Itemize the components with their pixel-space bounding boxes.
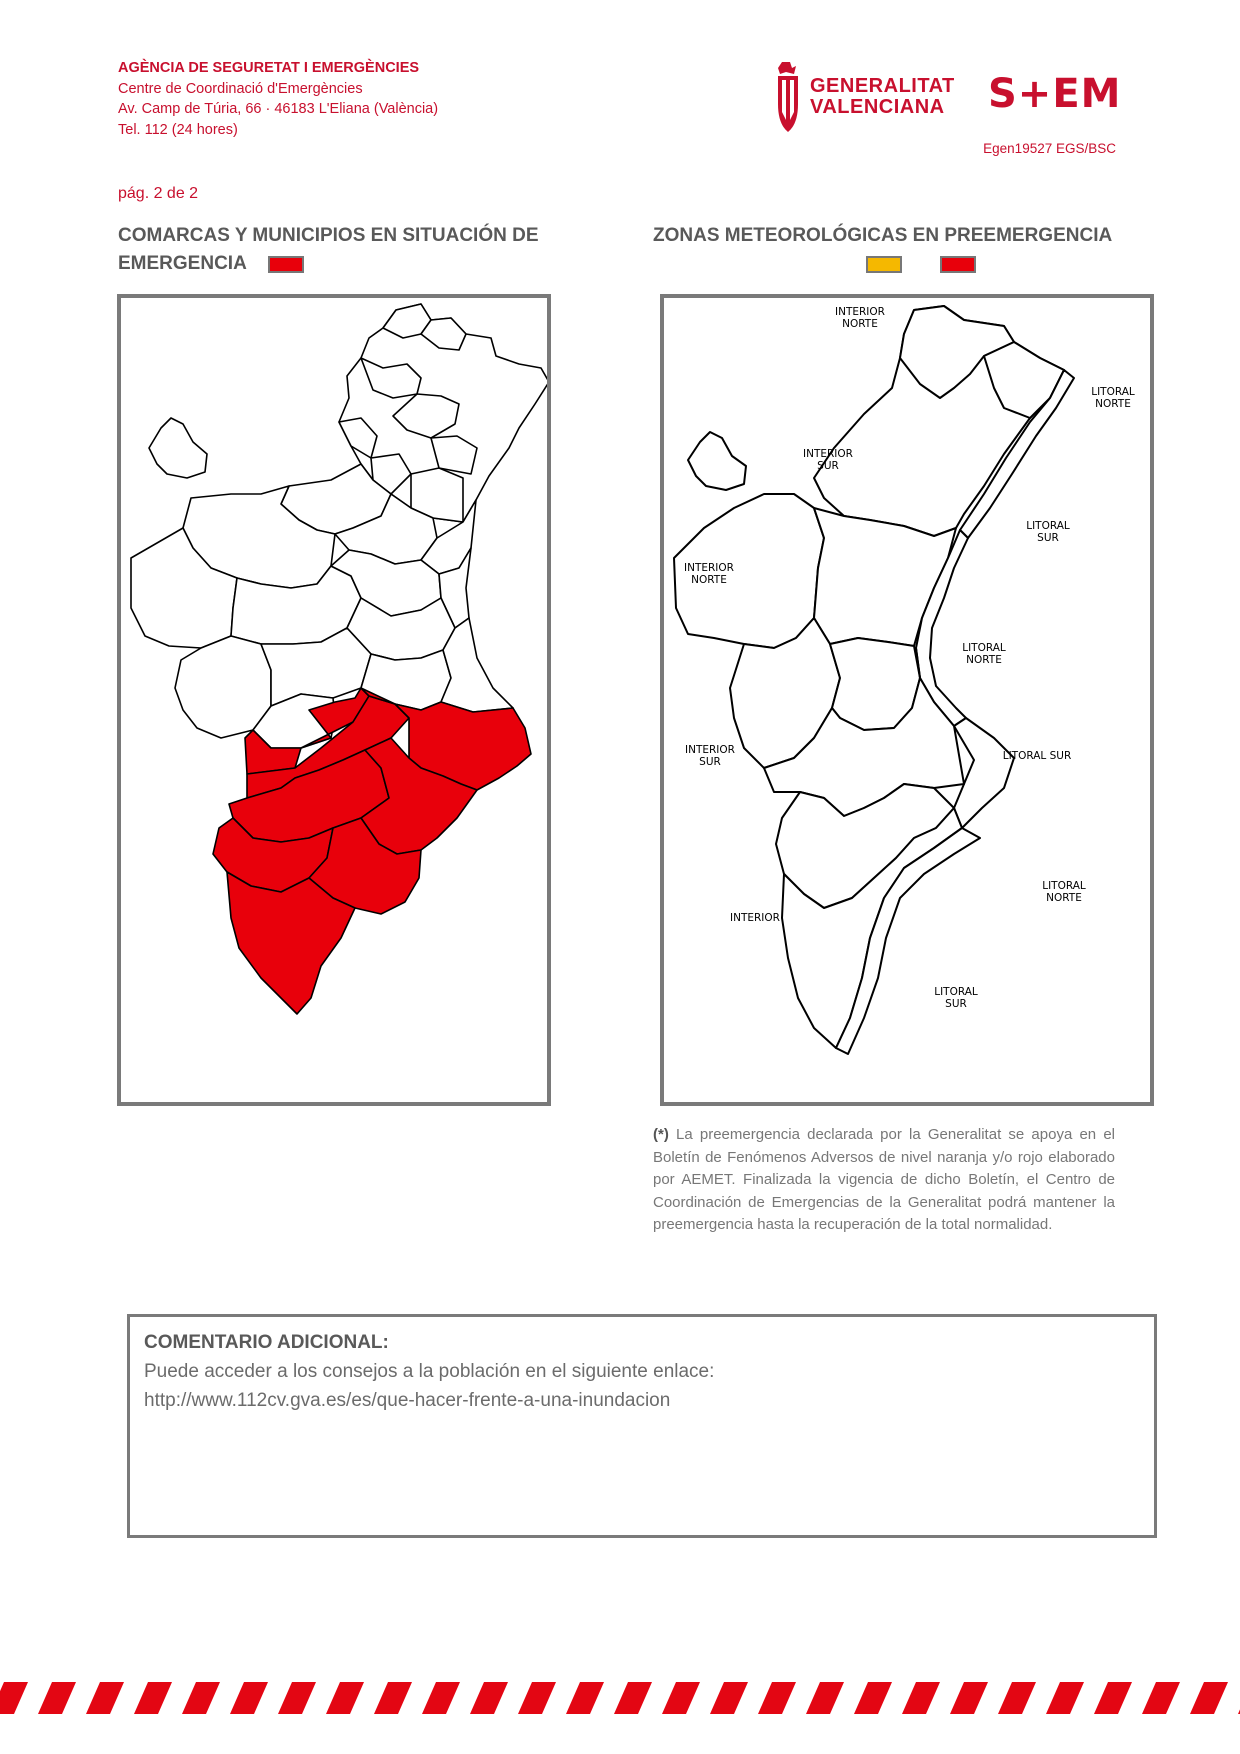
zone-label-litoral-norte-2: LITORAL NORTE [962, 642, 1006, 666]
footer-stripe [1190, 1682, 1228, 1714]
footer-stripe [950, 1682, 988, 1714]
comment-title: COMENTARIO ADICIONAL: [144, 1332, 389, 1353]
footer-stripe [86, 1682, 124, 1714]
document-code: Egen19527 EGS/BSC [983, 141, 1116, 156]
footer-stripe [1046, 1682, 1084, 1714]
footer-stripe [806, 1682, 844, 1714]
agency-name: AGÈNCIA DE SEGURETAT I EMERGÈNCIES [118, 60, 420, 76]
agency-header [118, 58, 438, 140]
footer-stripe [230, 1682, 268, 1714]
logo-gv-line1: GENERALITAT [810, 75, 955, 97]
agency-address: Av. Camp de Túria, 66 · 46183 L'Eliana (València) [118, 101, 439, 117]
footer-stripe [134, 1682, 172, 1714]
left-section-title: COMARCAS Y MUNICIPIOS EN SITUACIÓN DE EMERGENCIA [118, 225, 539, 274]
right-section-title: ZONAS METEOROLÓGICAS EN PREEMERGENCIA [653, 225, 1113, 246]
footnote-marker: (*) [653, 1126, 669, 1143]
footer-stripe [710, 1682, 748, 1714]
comment-text: Puede acceder a los consejos a la población en el siguiente enlace: [144, 1361, 715, 1382]
footer-stripe [470, 1682, 508, 1714]
comment-link[interactable]: http://www.112cv.gva.es/es/que-hacer-frente-a-una-inundacion [144, 1390, 671, 1411]
footer-stripe [326, 1682, 364, 1714]
footer-stripe-bar [0, 1682, 1240, 1714]
footer-stripe [374, 1682, 412, 1714]
page-number: pág. 2 de 2 [118, 185, 199, 202]
footer-stripe [614, 1682, 652, 1714]
meteorological-zones-map [660, 294, 1154, 1106]
footnote-text: La preemergencia declarada por la Generalitat se apoya en el Boletín de Fenómenos Adversos de nivel naranja y/o rojo elaborado por AEMET. Finalizada la vigencia de dicho Boletín, el Centro de Coordinación de Emergencias de la Generalitat podrá mantener la preemergencia hasta la recuperación de la total normalidad. [653, 1126, 1116, 1234]
zone-label-litoral-sur-1: LITORAL SUR [1026, 520, 1070, 544]
footer-stripe [182, 1682, 220, 1714]
zone-label-interior: INTERIOR [730, 912, 780, 924]
footer-stripe [758, 1682, 796, 1714]
zone-label-interior-sur-1: INTERIOR SUR [803, 448, 853, 472]
comarcas-map [121, 298, 547, 1102]
zone-label-litoral-norte-1: LITORAL NORTE [1091, 386, 1135, 410]
footer-stripe [662, 1682, 700, 1714]
comment-box [127, 1314, 1157, 1538]
footer-stripe [854, 1682, 892, 1714]
generalitat-logo [772, 60, 962, 138]
orange-swatch [866, 256, 902, 273]
zone-label-interior-norte-2: INTERIOR NORTE [684, 562, 734, 586]
footer-stripe [566, 1682, 604, 1714]
zones-map [664, 298, 1150, 1102]
emergency-swatch [268, 256, 304, 273]
zone-label-interior-norte-1: INTERIOR NORTE [835, 306, 885, 330]
logo-gv-line2: VALENCIANA [810, 96, 945, 118]
coat-of-arms-icon [772, 60, 806, 136]
footer-stripe [998, 1682, 1036, 1714]
footer-stripe [0, 1682, 28, 1714]
zone-label-litoral-sur-3: LITORAL SUR [934, 986, 978, 1010]
agency-phone: Tel. 112 (24 hores) [118, 121, 238, 138]
footer-stripe [1094, 1682, 1132, 1714]
footer-stripe [518, 1682, 556, 1714]
footnote [653, 1124, 1115, 1237]
sem-logo: S+EM [988, 71, 1122, 117]
footer-stripe [38, 1682, 76, 1714]
zone-label-interior-sur-2: INTERIOR SUR [685, 744, 735, 768]
center-name: Centre de Coordinació d'Emergències [118, 80, 363, 97]
footer-stripe [1142, 1682, 1180, 1714]
emergency-map [117, 294, 551, 1106]
zone-label-litoral-sur-2: LITORAL SUR [1002, 750, 1072, 762]
footer-stripe [278, 1682, 316, 1714]
zone-label-litoral-norte-3: LITORAL NORTE [1042, 880, 1086, 904]
red-swatch [940, 256, 976, 273]
footer-stripe [902, 1682, 940, 1714]
footer-stripe [422, 1682, 460, 1714]
